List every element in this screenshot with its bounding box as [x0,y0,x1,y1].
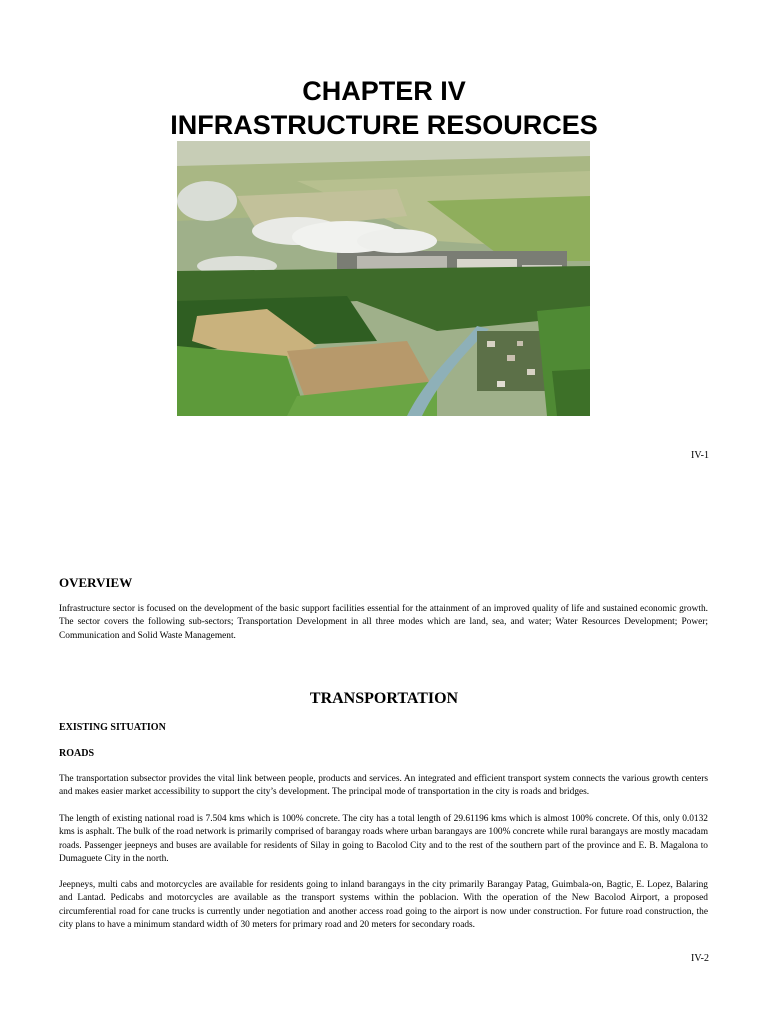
roads-subheading: ROADS [59,748,95,759]
transportation-paragraph: The transportation subsector provides the vital link between people, products and services. An integrated and efficient transport system connects the various growth centers and makes easier market accessibility to support the city’s development. The principal mode of transportation in the city is roads and bridges. [59,774,708,798]
chapter-subtitle: INFRASTRUCTURE RESOURCES [170,110,598,140]
overview-paragraph: Infrastructure sector is focused on the development of the basic support facilities essential for the attainment of an improved quality of life and sustained economic growth. The sector covers the following sub-sectors; Transportation Development in all three modes which are land, sea, and water; Water Resources Development; Power; Communication and Solid Waste Management. [59,604,708,641]
roads-length-paragraph: The length of existing national road is 7.504 kms which is 100% concrete. The city has a total length of 29.61196 kms which is almost 100% concrete. Of this, only 0.0132 kms is asphalt. The bulk of the road network is primarily comprised of barangay roads where urban barangays are 100% concrete while rural barangays are mostly macadam roads. Passenger jeepneys and buses are available for residents of Silay in going to Bacolod City and to the rest of the southern part of the province and E. B. Magalona to Dumaguete City in the north. [59,814,708,864]
transportation-heading: TRANSPORTATION [309,690,459,707]
overview-heading: OVERVIEW [59,575,133,590]
aerial-photo-sugar-mill-icon [177,141,590,416]
page-number: IV-2 [691,953,709,964]
page-number: IV-1 [691,450,709,461]
aerial-photo [177,141,590,416]
chapter-title: CHAPTER IV [302,76,466,106]
existing-situation-subheading: EXISTING SITUATION [59,722,166,733]
transport-modes-paragraph: Jeepneys, multi cabs and motorcycles are available for residents going to inland barangays in the city primarily Barangay Patag, Guimbala-on, Bagtic, E. Lopez, Balaring and Lantad. Pedicabs and motorcycles are available as the transport systems within the poblacion. With the operation of the New Bacolod Airport, a proposed circumferential road for cane trucks is currently under negotiation and another access road going to the airport is now under construction. For future road construction, the city plans to have a minimum standard width of 30 meters for primary road and 20 meters for secondary roads. [59,880,708,930]
